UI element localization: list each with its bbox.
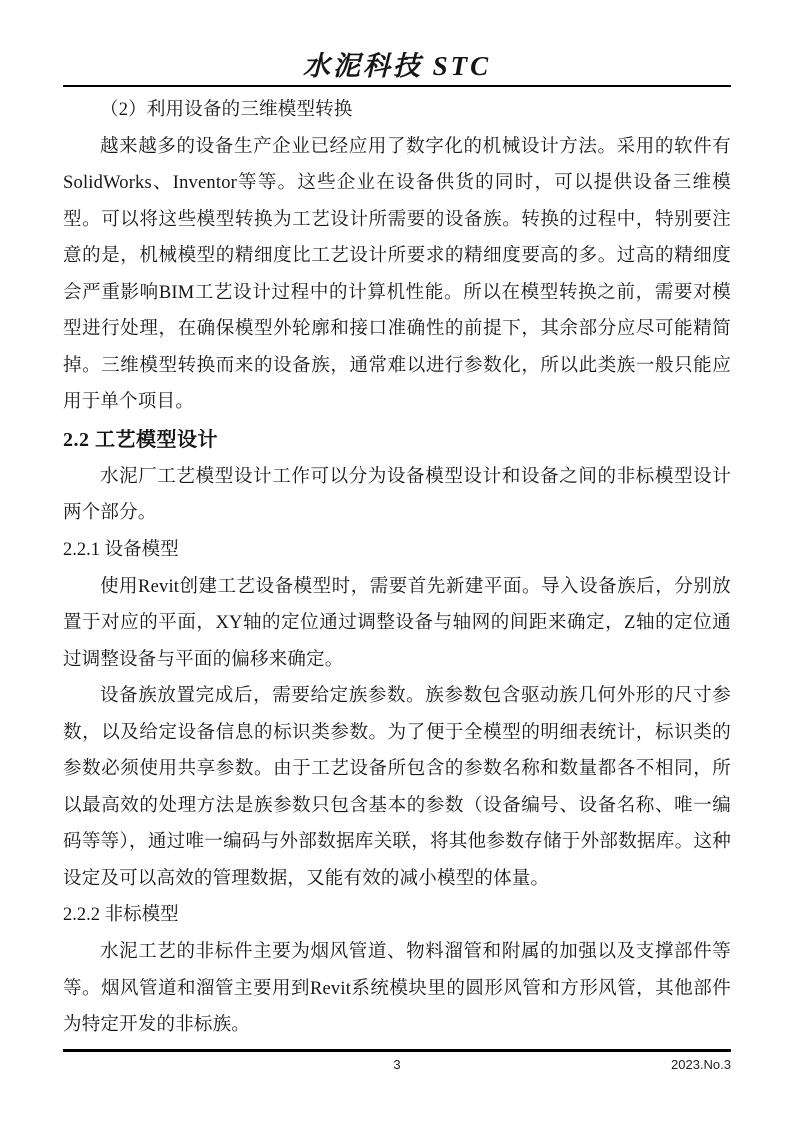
page-header	[63, 0, 731, 87]
issue-label: 2023.No.3	[671, 1057, 731, 1072]
paragraph-nonstandard-parts: 水泥工艺的非标件主要为烟风管道、物料溜管和附属的加强以及支撑部件等等。烟风管道和溜管主要用到Revit系统模块里的圆形风管和方形风管，其他部件为特定开发的非标族。	[63, 942, 731, 1035]
subsection-heading-nonstandard-model: 2.2.2 非标模型	[63, 905, 179, 925]
paragraph-3d-model-conversion-body: 越来越多的设备生产企业已经应用了数字化的机械设计方法。采用的软件有SolidWorks、Inventor等等。这些企业在设备供货的同时，可以提供设备三维模型。可以将这些模型转换为工艺设计所需要的设备族。转换的过程中，特别要注意的是，机械模型的精细度比工艺设计所要求的精细度要高的多。过高的精细度会严重影响BIM工艺设计过程中的计算机性能。所以在模型转换之前，需要对模型进行处理，在确保模型外轮廓和接口准确性的前提下，其余部分应尽可能精简掉。三维模型转换而来的设备族，通常难以进行参数化，所以此类族一般只能应用于单个项目。	[63, 136, 731, 412]
paragraph-family-parameters: 设备族放置完成后，需要给定族参数。族参数包含驱动族几何外形的尺寸参数，以及给定设备信息的标识类参数。为了便于全模型的明细表统计，标识类的参数必须使用共享参数。由于工艺设备所包含的参数名称和数量都各不相同，所以最高效的处理方法是族参数只包含基本的参数（设备编号、设备名称、唯一编码等等），通过唯一编码与外部数据库关联，将其他参数存储于外部数据库。这种设定及可以高效的管理数据，又能有效的减小模型的体量。	[63, 686, 731, 889]
page-number: 3	[393, 1057, 401, 1072]
footer-row	[63, 1052, 731, 1078]
paragraph-3d-model-conversion-heading: （2）利用设备的三维模型转换	[100, 100, 353, 120]
journal-title: 水泥科技 STC	[302, 51, 492, 81]
subsection-heading-equipment-model: 2.2.1 设备模型	[63, 539, 179, 560]
paragraph-process-model-intro: 水泥厂工艺模型设计工作可以分为设备模型设计和设备之间的非标模型设计两个部分。	[63, 466, 731, 523]
page-footer	[63, 1049, 731, 1089]
paragraph-equipment-model-placement: 使用Revit创建工艺设备模型时，需要首先新建平面。导入设备族后，分别放置于对应的平面，XY轴的定位通过调整设备与轴网的间距来确定，Z轴的定位通过调整设备与平面的偏移来确定。	[63, 576, 731, 670]
header-divider	[63, 85, 731, 87]
section-heading-process-model-design: 2.2 工艺模型设计	[63, 428, 218, 451]
document-body	[63, 92, 731, 1044]
